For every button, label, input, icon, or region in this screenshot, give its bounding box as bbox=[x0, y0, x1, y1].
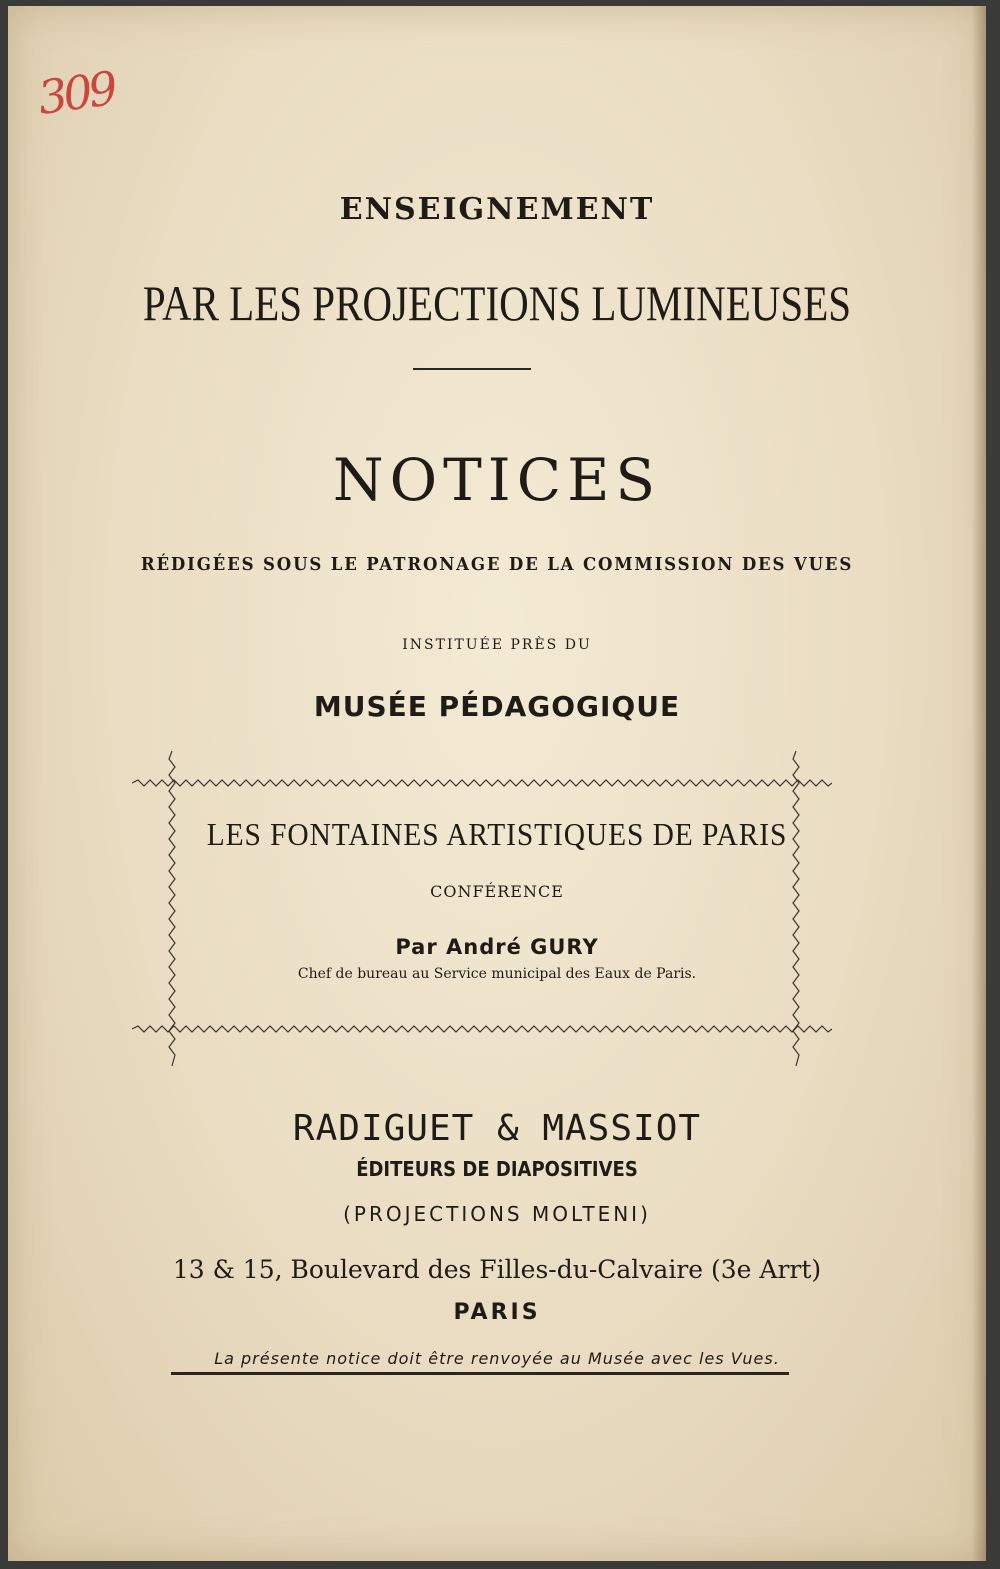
conference-frame bbox=[132, 751, 832, 1066]
header-line-1: ENSEIGNEMENT bbox=[339, 192, 655, 227]
publisher-city: PARIS bbox=[453, 1300, 541, 1325]
bottom-rule bbox=[171, 1372, 789, 1375]
page-title: NOTICES bbox=[332, 446, 662, 514]
publisher-name: RADIGUET & MASSIOT bbox=[292, 1108, 702, 1149]
header-line-2: PAR LES PROJECTIONS LUMINEUSES bbox=[142, 275, 852, 331]
handwritten-number: 309 bbox=[34, 60, 118, 126]
author-name: Par André GURY bbox=[395, 935, 599, 959]
page-edge-shadow bbox=[972, 6, 986, 1561]
return-notice: La présente notice doit être renvoyée au Musée avec les Vues. bbox=[214, 1349, 780, 1368]
instituted-line: INSTITUÉE PRÈS DU bbox=[402, 637, 592, 653]
publisher-description: ÉDITEURS DE DIAPOSITIVES bbox=[356, 1157, 638, 1181]
divider-rule bbox=[413, 368, 531, 370]
document-page bbox=[8, 6, 986, 1561]
subtitle: RÉDIGÉES SOUS LE PATRONAGE DE LA COMMISSION DES VUES bbox=[140, 554, 854, 575]
publisher-address: 13 & 15, Boulevard des Filles-du-Calvaire (3e Arrt) bbox=[172, 1255, 822, 1284]
museum-name: MUSÉE PÉDAGOGIQUE bbox=[313, 690, 681, 723]
decorative-border bbox=[132, 751, 832, 1066]
conference-label: CONFÉRENCE bbox=[430, 882, 564, 901]
author-role: Chef de bureau au Service municipal des Eaux de Paris. bbox=[297, 966, 697, 982]
publisher-projections: (PROJECTIONS MOLTENI) bbox=[343, 1202, 651, 1226]
conference-title: LES FONTAINES ARTISTIQUES DE PARIS bbox=[206, 816, 788, 852]
